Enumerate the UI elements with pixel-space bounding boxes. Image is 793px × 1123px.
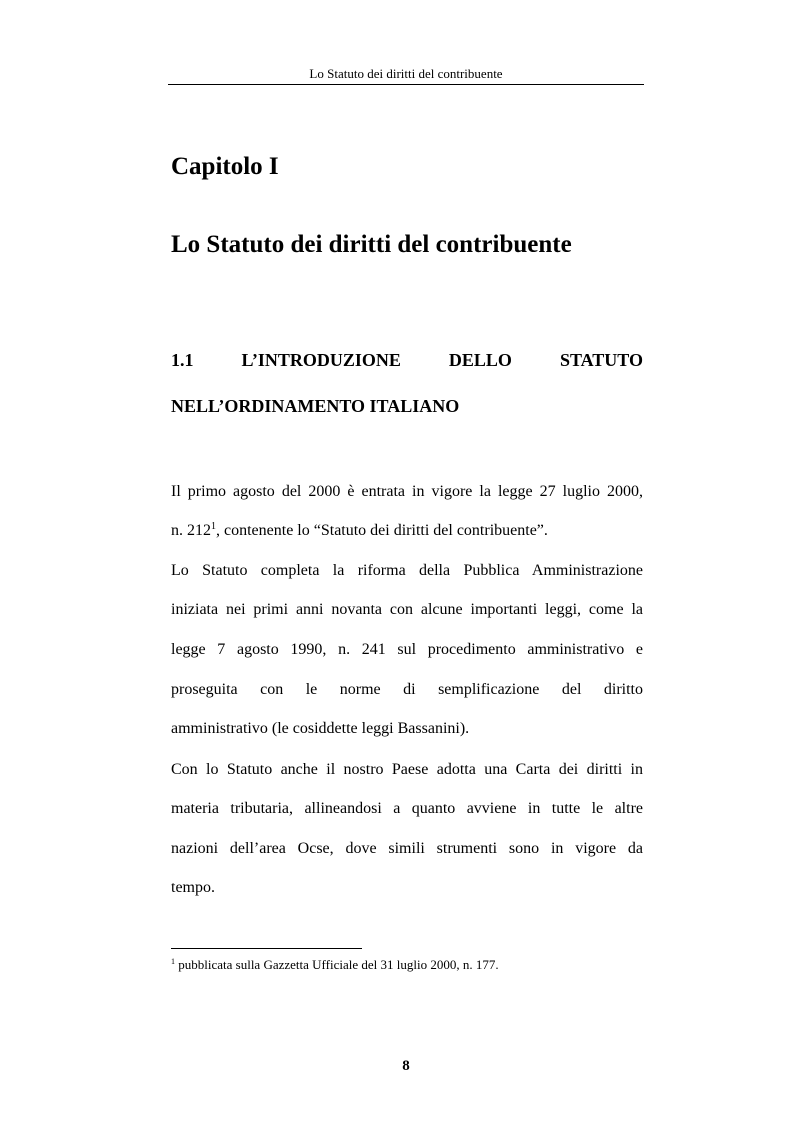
body-word: le — [305, 681, 318, 698]
body-line: nazioni dell’area Ocse, dove simili strumenti sono in vigore da — [171, 840, 643, 857]
body-line: materia tributaria, allineandosi a quanto avviene in tutte le altre — [171, 800, 643, 817]
chapter-label: Capitolo I — [171, 153, 279, 180]
body-word: norme — [339, 681, 381, 698]
footnote-text: pubblicata sulla Gazzetta Ufficiale del 31 luglio 2000, n. 177. — [175, 957, 499, 972]
section-heading — [171, 349, 643, 371]
body-line: Il primo agosto del 2000 è entrata in vigore la legge 27 luglio 2000, — [171, 483, 643, 500]
body-line — [171, 521, 643, 541]
body-text: n. 212 — [171, 522, 211, 539]
body-line: Con lo Statuto anche il nostro Paese adotta una Carta dei diritti in — [171, 761, 643, 778]
running-header: Lo Statuto dei diritti del contribuente — [309, 66, 503, 81]
body-line: Lo Statuto completa la riforma della Pubblica Amministrazione — [171, 562, 643, 579]
footnote — [171, 957, 499, 973]
body-line: tempo. — [171, 879, 215, 896]
body-word: di — [403, 681, 416, 698]
page-number: 8 — [402, 1058, 410, 1074]
footnote-rule — [171, 948, 362, 949]
section-heading-continued: NELL’ORDINAMENTO ITALIANO — [171, 396, 460, 416]
body-word: proseguita — [171, 681, 238, 698]
chapter-title: Lo Statuto dei diritti del contribuente — [171, 231, 572, 258]
footnote-marker: 1 — [171, 957, 175, 966]
body-line: iniziata nei primi anni novanta con alcune importanti leggi, come la — [171, 601, 643, 618]
body-text: , contenente lo “Statuto dei diritti del contribuente”. — [216, 522, 548, 539]
section-heading-word: L’INTRODUZIONE — [241, 350, 401, 370]
body-line: amministrativo (le cosiddette leggi Bassanini). — [171, 720, 470, 737]
body-line: legge 7 agosto 1990, n. 241 sul procedimento amministrativo e — [171, 641, 643, 658]
section-number: 1.1 — [171, 350, 194, 370]
body-line — [171, 680, 643, 700]
body-word: diritto — [603, 681, 643, 698]
body-word: del — [561, 681, 582, 698]
body-word: semplificazione — [438, 681, 540, 698]
body-word: con — [260, 681, 284, 698]
header-rule — [168, 84, 644, 85]
section-heading-word: STATUTO — [559, 350, 643, 370]
section-heading-word: DELLO — [448, 350, 512, 370]
footnote-reference: 1 — [211, 521, 216, 532]
